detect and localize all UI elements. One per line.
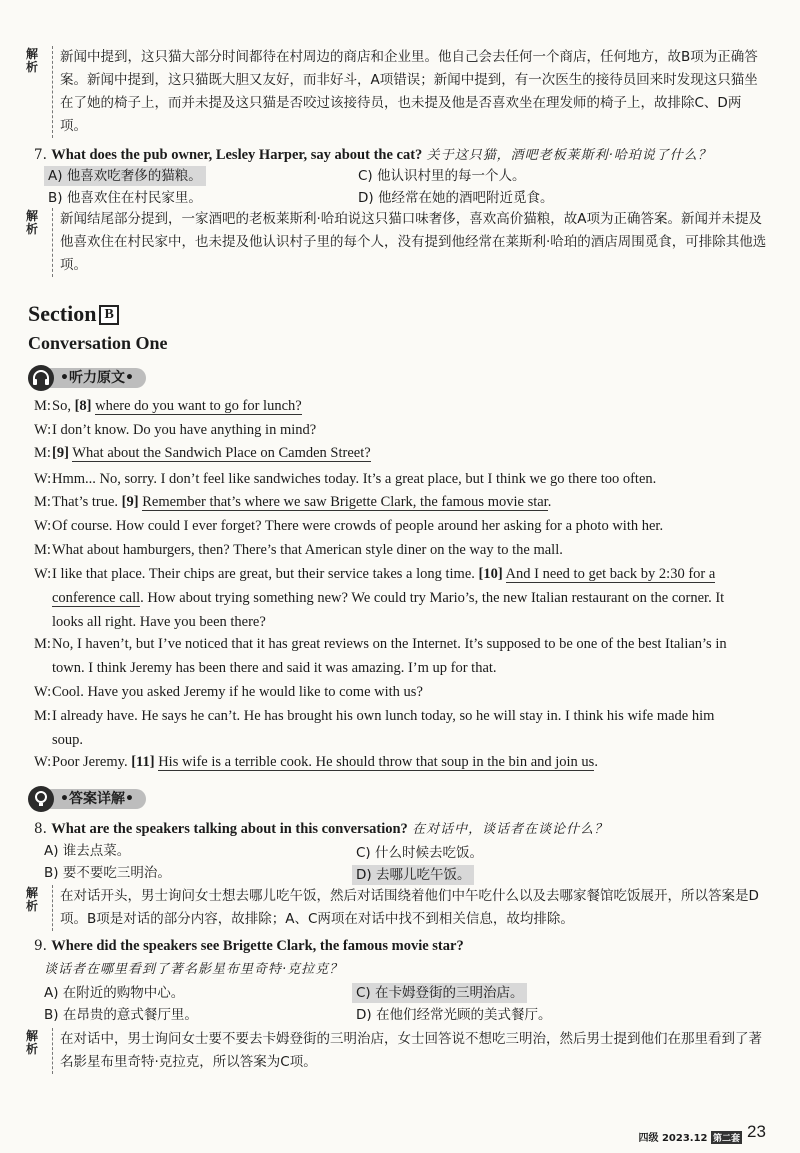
question-9-en: Where did the speakers see Brigette Clark, the famous movie star? [51, 938, 464, 954]
page-number: 23 [747, 1122, 766, 1141]
analysis-text: 新闻中提到，这只猫大部分时间都待在村周边的商店和企业里。他自己会去任何一个商店，任何地方，故B项为正确答案。新闻中提到，这只猫既大胆又友好，而非好斗，A项错误；新闻中提到，有一次医生的接待员回来时发现这只猫坐在了她的椅子上，而并未提及这只猫是否咬过该接待员，也未提及他是否喜欢坐在理发师的椅子上，故排除C、D两项。 [52, 46, 768, 138]
analysis-block-q7 [26, 208, 768, 277]
lightbulb-icon [28, 786, 54, 812]
analysis-tag: 解析 [26, 886, 39, 913]
analysis-tag: 解析 [26, 47, 39, 74]
question-8-en: What are the speakers talking about in this conversation? [51, 821, 408, 837]
analysis-block-q9 [26, 1028, 768, 1074]
q8-option-a: A) 谁去点菜。 [44, 843, 131, 859]
headphones-icon [28, 365, 54, 391]
dialogue-line: M: I already have. He says he can’t. He has brought his own lunch today, so he will stay in. I think his wife made him soup. [34, 708, 715, 748]
analysis-text: 新闻结尾部分提到，一家酒吧的老板莱斯利·哈珀说这只猫口味奢侈，喜欢高价猫粮，故A项为正确答案。新闻并未提及他喜欢住在村民家中，也未提及他认识村子里的每个人，没有提到他经常在莱斯利·哈珀的酒店周围觅食，可排除其他选项。 [52, 208, 768, 277]
q8-option-b: B) 要不要吃三明治。 [44, 865, 171, 881]
q9-option-a: A) 在附近的购物中心。 [44, 985, 185, 1001]
analysis-text: 在对话中，男士询问女士要不要去卡姆登街的三明治店，女士回答说不想吃三明治，然后男士提到他们在那里看到了著名影星布里奇特·克拉克，所以答案为C项。 [52, 1028, 768, 1074]
q9-option-b: B) 在昂贵的意式餐厅里。 [44, 1007, 198, 1023]
q8-option-c: C) 什么时候去吃饭。 [356, 845, 483, 861]
q9-option-c: C) 在卡姆登街的三明治店。 [352, 983, 527, 1003]
dialogue-line: M: So, [8] where do you want to go for lunch? [34, 398, 302, 414]
dialogue-line: W: I like that place. Their chips are great, but their service takes a long time. [10] And I need to get back by 2:30 for a conference call. How about trying something new? We could try Mario’s, the new Italian restaurant on the corner. It looks all right. Have you been there? [34, 566, 725, 630]
analysis-text: 在对话开头，男士询问女士想去哪儿吃午饭，然后对话围绕着他们中午吃什么以及去哪家餐馆吃饭展开，所以答案是D项。B项是对话的部分内容，故排除；A、C两项在对话中找不到相关信息，故均排除。 [52, 885, 768, 931]
dialogue-line: W: Cool. Have you asked Jeremy if he would like to come with us? [34, 684, 423, 700]
footer-issue: 四级 2023.12 第二套 [638, 1133, 740, 1144]
q8-option-d: D) 去哪儿吃午饭。 [352, 865, 474, 885]
conversation-title: Conversation One [28, 333, 168, 353]
q7-option-b: B) 他喜欢住在村民家里。 [48, 190, 202, 206]
analysis-block-q8 [26, 885, 768, 931]
dialogue-line: W: Hmm... No, sorry. I don’t feel like sandwiches today. It’s a great place, but I think we go there too often. [34, 471, 657, 487]
q9-option-d: D) 在他们经常光顾的美式餐厅。 [356, 1007, 552, 1023]
q7-option-d: D) 他经常在她的酒吧附近觅食。 [358, 190, 554, 206]
question-9: 9. Where did the speakers see Brigette Clark, the famous movie star? [34, 938, 464, 954]
question-8: 8. What are the speakers talking about in this conversation? 在对话中，谈话者在谈论什么？ [34, 821, 609, 837]
section-title: Section B [28, 301, 119, 327]
volume-badge: 第二套 [711, 1131, 742, 1144]
dialogue-line: W: Of course. How could I ever forget? There were crowds of people around her asking for a photo with her. [34, 518, 664, 534]
analysis-tag: 解析 [26, 209, 39, 236]
analysis-tag: 解析 [26, 1029, 39, 1056]
question-8-cn: 在对话中，谈话者在谈论什么？ [412, 822, 609, 837]
dialogue-line: W: I don’t know. Do you have anything in mind? [34, 422, 317, 438]
dialogue-line: M: What about hamburgers, then? There’s that American style diner on the way to the mall. [34, 542, 563, 558]
dialogue-line: W: Poor Jeremy. [11] His wife is a terrible cook. He should throw that soup in the bin and join us. [34, 754, 598, 770]
dialogue-line: M: No, I haven’t, but I’ve noticed that it has great reviews on the Internet. It’s supposed to be one of the best Italian’s in town. I think Jeremy has been there and said it was amazing. I’m up for that. [34, 636, 727, 676]
question-7: 7. What does the pub owner, Lesley Harper, say about the cat? 关于这只猫，酒吧老板莱斯利·哈珀说了什么？ [34, 147, 712, 163]
q7-option-c: C) 他认识村里的每一个人。 [358, 168, 526, 184]
dialogue-line: M: That’s true. [9] Remember that’s where we saw Brigette Clark, the famous movie star. [34, 494, 552, 510]
section-letter-badge: B [99, 305, 118, 325]
analysis-block-q6 [26, 46, 768, 138]
question-9-cn: 谈话者在哪里看到了著名影星布里奇特·克拉克？ [44, 962, 344, 977]
dialogue-line: M: [9] What about the Sandwich Place on Camden Street? [34, 445, 371, 461]
q7-option-a: A) 他喜欢吃奢侈的猫粮。 [44, 166, 206, 186]
question-7-en: What does the pub owner, Lesley Harper, say about the cat? [51, 147, 423, 163]
question-7-cn: 关于这只猫，酒吧老板莱斯利·哈珀说了什么？ [426, 148, 712, 163]
